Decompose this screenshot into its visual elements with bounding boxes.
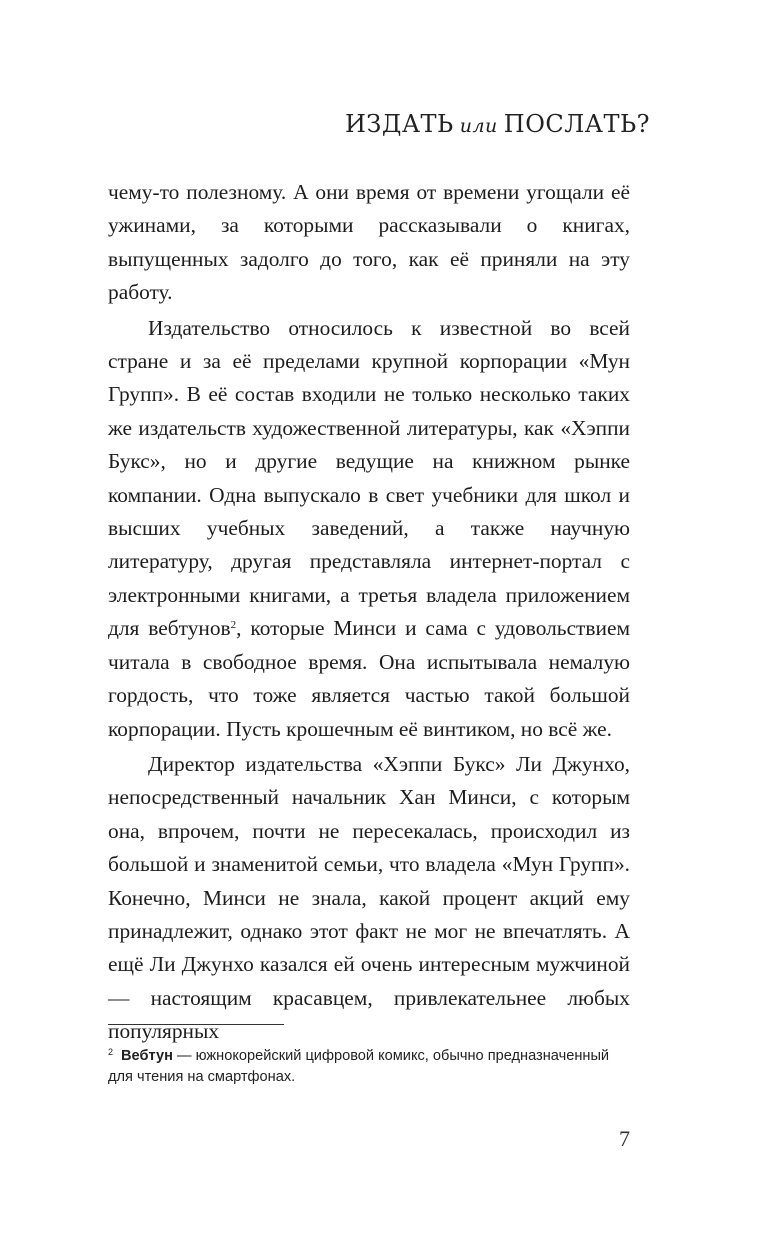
running-header <box>0 110 650 138</box>
footnote-divider <box>108 1024 284 1025</box>
body-text <box>108 176 630 1049</box>
footnote-text: — южнокорейский цифровой комикс, обычно предназначенный для чтения на смартфонах. <box>108 1048 610 1085</box>
header-connector: или <box>459 115 498 137</box>
header-part-2: ПОСЛАТЬ? <box>503 110 650 138</box>
paragraph-2 <box>108 312 630 746</box>
footnote-reference[interactable]: 2 <box>230 619 237 632</box>
paragraph-3: Директор издательства «Хэппи Букс» Ли Джунхо, непосредственный начальник Хан Минси, с которым она, впрочем, почти не пересекалась, происходил из большой и знаменитой семьи, что владела «Мун Групп». Конечно, Минси не знала, какой процент акций ему принадлежит, однако этот факт не мог не впечатлять. А ещё Ли Джунхо казался ей очень интересным мужчиной — настоящим красавцем, привлекательнее любых популярных <box>108 751 630 1044</box>
paragraph-1: чему-то полезному. А они время от времени угощали её ужинами, за которыми рассказывали о книгах, выпущенных задолго до того, как её приняли на эту работу. <box>108 180 630 305</box>
header-part-1: ИЗДАТЬ <box>344 110 454 138</box>
page-number: 7 <box>619 1126 630 1151</box>
footnote-number: 2 <box>108 1047 114 1057</box>
footnote-term: Вебтун <box>121 1048 173 1064</box>
paragraph-2-part-1: Издательство относилось к известной во всей стране и за её пределами крупной корпорации «Мун Групп». В её состав входили не только несколько таких же издательств художественной литературы, как «Хэппи Букс», но и другие ведущие на книжном рынке компании. Одна выпускало в свет учебники для школ и высших учебных заведений, а также научную литературу, другая представляла интернет-портал с электронными книгами, а третья владела приложением для вебтунов <box>108 315 630 641</box>
footnote <box>108 1042 632 1088</box>
paragraph-2-part-2: , которые Минси и сама с удовольствием читала в свободное время. Она испытывала немалую гордость, что тоже является частью такой большой корпорации. Пусть крошечным её винтиком, но всё же. <box>108 616 630 741</box>
